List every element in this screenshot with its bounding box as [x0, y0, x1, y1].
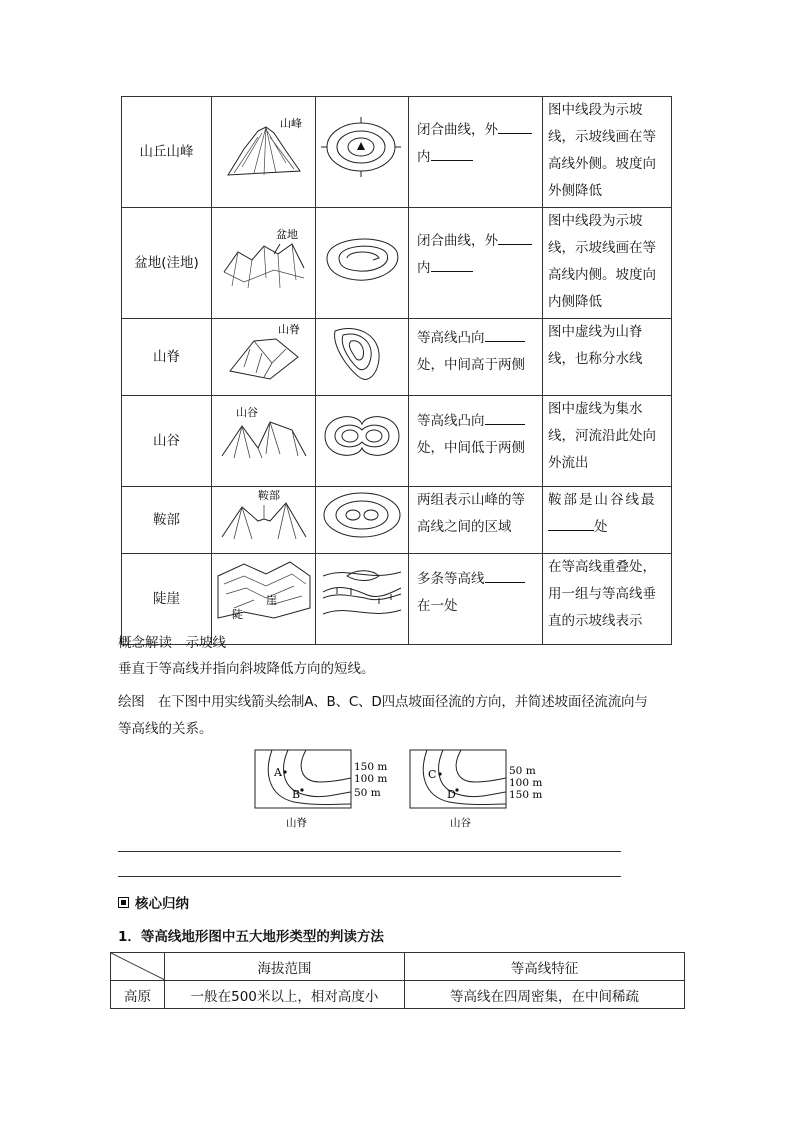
svg-text:150 m: 150 m — [354, 761, 388, 773]
ridge-sketch — [212, 319, 316, 396]
peak-contour — [316, 97, 409, 208]
valley-contour — [316, 396, 409, 487]
svg-text:山谷: 山谷 — [235, 406, 258, 419]
column-header: 海拔范围 — [165, 953, 405, 981]
diagonal-header-cell — [111, 953, 165, 981]
terrain-note: 图中线段为示坡线，示坡线画在等高线内侧。坡度向内侧降低 — [543, 208, 672, 319]
svg-text:150 m: 150 m — [509, 789, 543, 801]
svg-text:50 m: 50 m — [509, 765, 536, 777]
ridge-contour — [316, 319, 409, 396]
altitude-range: 一般在500米以上，相对高度小 — [165, 981, 405, 1009]
basin-sketch — [212, 208, 316, 319]
table-row — [111, 981, 685, 1009]
point-label: A — [274, 766, 282, 779]
terrain-name: 鞍部 — [122, 487, 212, 554]
ridge-figure — [255, 750, 387, 829]
contour-description: 两组表示山峰的等高线之间的区域 — [409, 487, 543, 554]
contour-description: 闭合曲线，外 内 — [409, 208, 543, 319]
contour-description: 等高线凸向 处，中间高于两侧 — [409, 319, 543, 396]
section-heading: 核心归纳 — [118, 892, 189, 912]
terrain-note: 鞍部是山谷线最 处 — [543, 487, 672, 554]
point-label: D — [447, 788, 456, 801]
table-row — [122, 319, 672, 396]
point-label: C — [428, 768, 437, 781]
svg-text:崖: 崖 — [265, 594, 277, 607]
terrain-name: 山谷 — [122, 396, 212, 487]
table-row — [122, 396, 672, 487]
contour-figures — [250, 748, 570, 832]
svg-text:鞍部: 鞍部 — [257, 489, 280, 502]
table-row — [122, 208, 672, 319]
svg-text:50 m: 50 m — [354, 787, 381, 799]
landform-type: 高原 — [111, 981, 165, 1009]
concept-heading: 概念解读 示坡线 — [118, 635, 226, 651]
valley-figure — [410, 750, 542, 829]
drawing-task: 绘图 在下图中用实线箭头绘制A、B、C、D四点坡面径流的方向，并简述坡面径流流向与 等高线的关系。 — [118, 694, 648, 737]
figure-caption: 山脊 — [286, 817, 307, 829]
terrain-name: 盆地(洼地) — [122, 208, 212, 319]
terrain-note: 图中虚线为山脊线，也称分水线 — [543, 319, 672, 396]
square-bullet-icon — [118, 897, 129, 908]
table-row — [122, 97, 672, 208]
terrain-note: 图中虚线为集水线，河流沿此处向外流出 — [543, 396, 672, 487]
svg-text:山脊: 山脊 — [277, 323, 300, 336]
contour-description: 闭合曲线，外 内 — [409, 97, 543, 208]
table-header-row — [111, 953, 685, 981]
table-row — [122, 487, 672, 554]
answer-line — [118, 876, 621, 877]
saddle-sketch — [212, 487, 316, 554]
terrain-table — [121, 96, 672, 645]
figure-caption: 山谷 — [450, 817, 471, 829]
saddle-contour — [316, 487, 409, 554]
section-subtitle: 1．等高线地形图中五大地形类型的判读方法 — [118, 929, 384, 945]
contour-description: 多条等高线 在一处 — [409, 554, 543, 645]
landform-table — [110, 952, 685, 1009]
answer-line — [118, 851, 621, 852]
terrain-name: 山脊 — [122, 319, 212, 396]
valley-sketch — [212, 396, 316, 487]
terrain-name: 陡崖 — [122, 554, 212, 645]
svg-text:盆地: 盆地 — [275, 228, 298, 241]
cliff-contour — [316, 554, 409, 645]
svg-text:100 m: 100 m — [354, 773, 388, 785]
contour-description: 等高线凸向 处，中间低于两侧 — [409, 396, 543, 487]
point-label: B — [292, 788, 301, 801]
terrain-name: 山丘山峰 — [122, 97, 212, 208]
basin-contour — [316, 208, 409, 319]
terrain-note: 图中线段为示坡线，示坡线画在等高线外侧。坡度向外侧降低 — [543, 97, 672, 208]
peak-sketch — [212, 97, 316, 208]
sketch-label: 山峰 — [279, 117, 302, 130]
svg-text:陡: 陡 — [231, 608, 243, 621]
svg-text:100 m: 100 m — [509, 777, 543, 789]
terrain-note: 在等高线重叠处，用一组与等高线垂直的示坡线表示 — [543, 554, 672, 645]
concept-definition: 垂直于等高线并指向斜坡降低方向的短线。 — [118, 661, 375, 677]
contour-feature: 等高线在四周密集，在中间稀疏 — [405, 981, 685, 1009]
cliff-sketch — [212, 554, 316, 645]
column-header: 等高线特征 — [405, 953, 685, 981]
